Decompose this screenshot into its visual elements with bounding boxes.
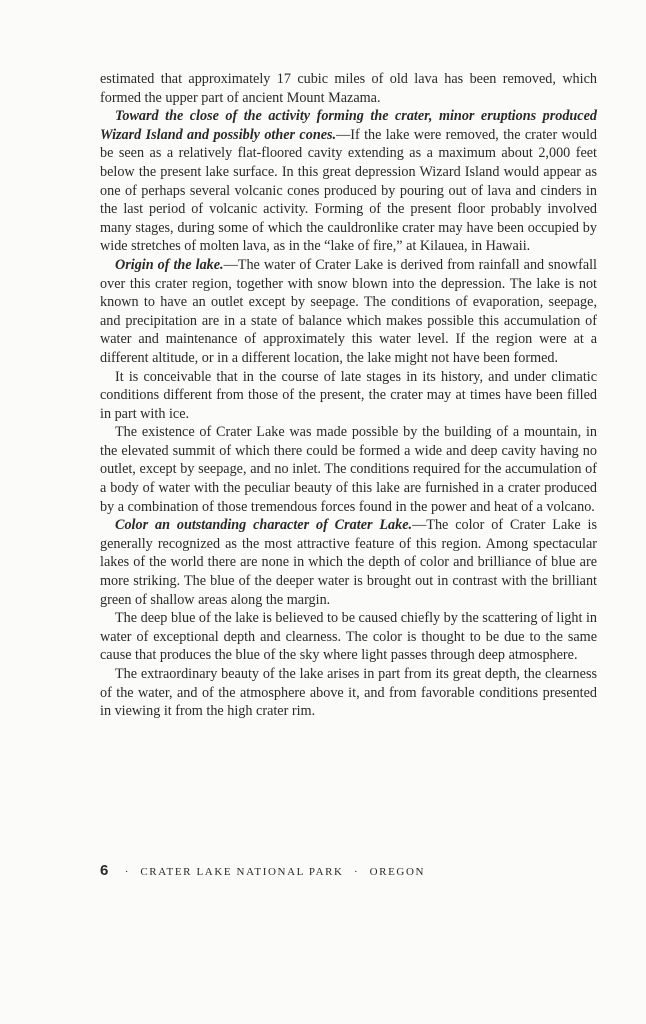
paragraph-text: estimated that approximately 17 cubic miles of old lava has been removed, which formed the upper part of ancient Mount Mazama.: [100, 71, 597, 106]
paragraph-2: [100, 107, 597, 256]
paragraph-text: The deep blue of the lake is believed to be caused chiefly by the scattering of light in water of exceptional depth and clearness. The color is thought to be due to the same cause that produces the blue of the sky where light passes through deep atmosphere.: [100, 610, 597, 664]
paragraph-text: —The color of Crater Lake is generally recognized as the most attractive feature of this region. Among spectacular lakes of the world there are none in which the depth of color and brilliance of blue are more striking. The blue of the deeper water is brought out in contrast with the brilliant green of shallow areas along the margin.: [100, 517, 597, 608]
paragraph-text: The extraordinary beauty of the lake arises in part from its great depth, the clearness of the water, and of the atmosphere above it, and from favorable conditions presented in viewing it from the high crater rim.: [100, 666, 597, 720]
footer-state: OREGON: [369, 866, 426, 878]
section-heading-wizard-island: Toward the close of the activity forming the crater, minor eruptions produced Wizard Island and possibly other cones.: [100, 108, 597, 143]
section-heading-origin: Origin of the lake.: [115, 256, 224, 273]
page-footer: [100, 862, 425, 879]
paragraph-text: —The water of Crater Lake is derived from rainfall and snowfall over this crater region, together with snow blown into the depression. The lake is not known to have an outlet except by seepage. The conditions of evaporation, seepage, and precipitation are in a state of balance which makes possible this accumulation of water and maintenance of approximately this water level. If the region were at a different altitude, or in a different location, the lake might not have been formed.: [100, 256, 598, 366]
footer-park-name: CRATER LAKE NATIONAL PARK: [140, 866, 344, 878]
page-number: 6: [100, 862, 109, 879]
paragraph-text: —If the lake were removed, the crater would be seen as a relatively flat-floored cavity extending as a maximum about 2,000 feet below the present lake surface. In this great depression Wizard Island would appear as one of perhaps several volcanic cones produced by pouring out of lava and cinders in the last period of volcanic activity. Forming of the present floor probably involved many stages, during some of which the cauldronlike crater may have been occupied by wide stretches of molten lava, as in the “lake of fire,” at Kilauea, in Hawaii.: [100, 126, 597, 255]
paragraph-4: [100, 368, 597, 424]
footer-separator: ·: [124, 866, 130, 878]
paragraph-text: It is conceivable that in the course of late stages in its history, and under climatic conditions different from those of the present, the crater may at times have been filled in part with ice.: [100, 368, 597, 422]
section-heading-color: Color an outstanding character of Crater Lake.: [115, 517, 413, 534]
paragraph-6: [100, 516, 597, 609]
paragraph-8: [100, 665, 597, 721]
paragraph-text: The existence of Crater Lake was made possible by the building of a mountain, in the elevated summit of which there could be formed a wide and deep cavity having no outlet, except by seepage, and no inlet. The conditions required for the accumulation of a body of water with the peculiar beauty of this lake are furnished in a crater produced by a combination of those tremendous forces found in the power and heat of a volcano.: [100, 424, 597, 515]
paragraph-5: [100, 423, 597, 516]
footer-separator: ·: [353, 866, 360, 878]
paragraph-1: [100, 70, 597, 107]
paragraph-3: [100, 256, 597, 368]
page-body: [100, 70, 597, 721]
paragraph-7: [100, 609, 597, 665]
